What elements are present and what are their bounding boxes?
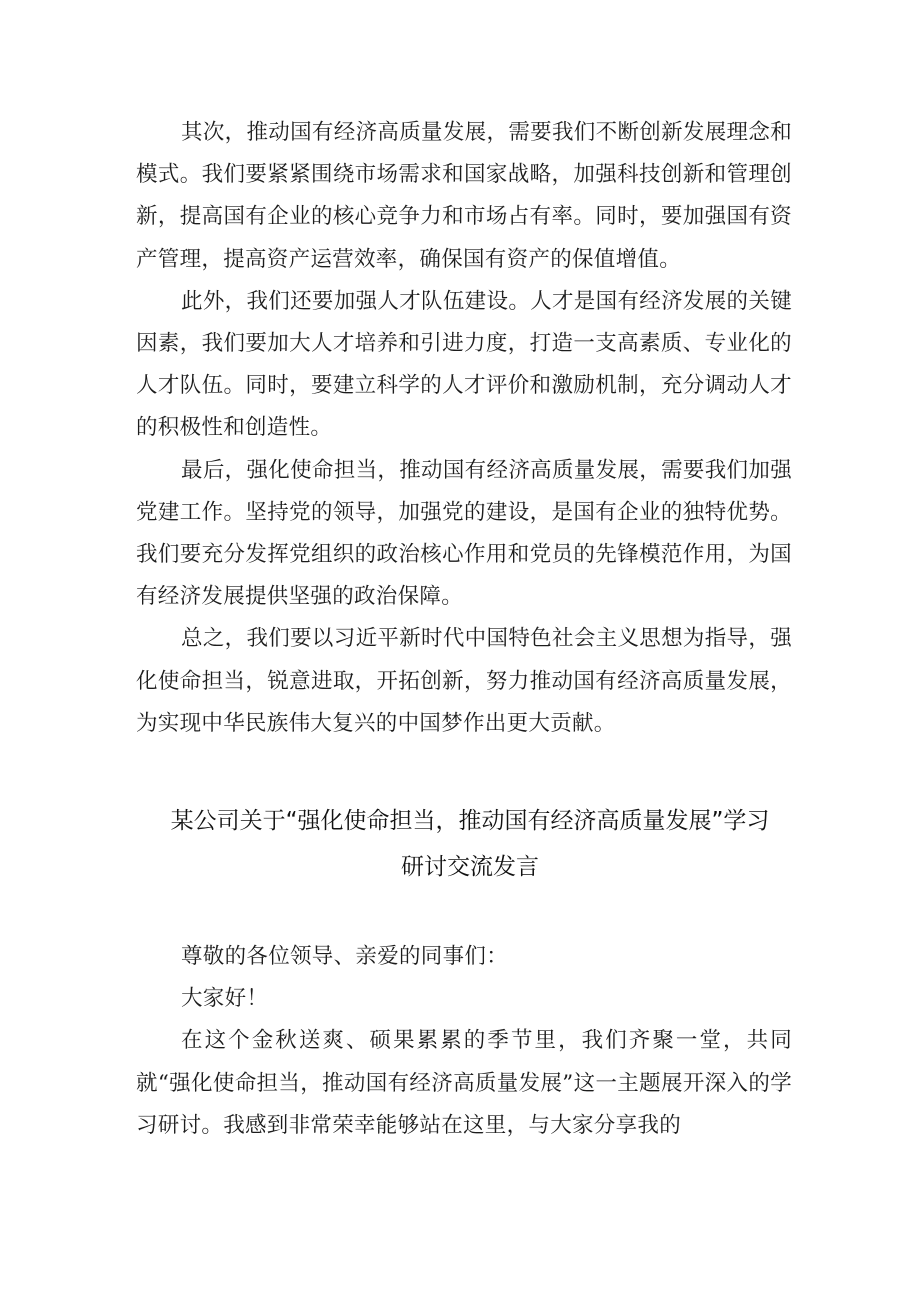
paragraph-talent: 此外，我们还要加强人才队伍建设。人才是国有经济发展的关键因素，我们要加大人才培养和引进力度，打造一支高素质、专业化的人才队伍。同时，要建立科学的人才评价和激励机制，充分调动人才的积极性和创造性。 — [136, 288, 792, 441]
greeting: 大家好！ — [181, 986, 269, 1012]
paragraph-party-building: 最后，强化使命担当，推动国有经济高质量发展，需要我们加强党建工作。坚持党的领导，加强党的建设，是国有企业的独特优势。我们要充分发挥党组织的政治核心作用和党员的先锋模范作用，为国有经济发展提供坚强的政治保障。 — [136, 457, 792, 610]
body-section-bottom — [136, 936, 792, 1147]
paragraph-innovation: 其次，推动国有经济高质量发展，需要我们不断创新发展理念和模式。我们要紧紧围绕市场需求和国家战略，加强科技创新和管理创新，提高国有企业的核心竞争力和市场占有率。同时，要加强国有资产管理，提高资产运营效率，确保国有资产的保值增值。 — [136, 120, 792, 272]
paragraph-opening: 在这个金秋送爽、硕果累累的季节里，我们齐聚一堂，共同就“强化使命担当，推动国有经济高质量发展”这一主题展开深入的学习研讨。我感到非常荣幸能够站在这里，与大家分享我的 — [136, 1028, 792, 1138]
paragraph-conclusion: 总之，我们要以习近平新时代中国特色社会主义思想为指导，强化使命担当，锐意进取，开拓创新，努力推动国有经济高质量发展，为实现中华民族伟大复兴的中国梦作出更大贡献。 — [136, 626, 792, 736]
speech-title-line-1: 某公司关于“强化使命担当，推动国有经济高质量发展”学习 — [170, 808, 770, 834]
speech-title — [150, 798, 790, 890]
speech-title-line-2: 研讨交流发言 — [401, 854, 539, 880]
salutation: 尊敬的各位领导、亲爱的同事们： — [181, 944, 509, 969]
body-section-top — [136, 112, 792, 745]
